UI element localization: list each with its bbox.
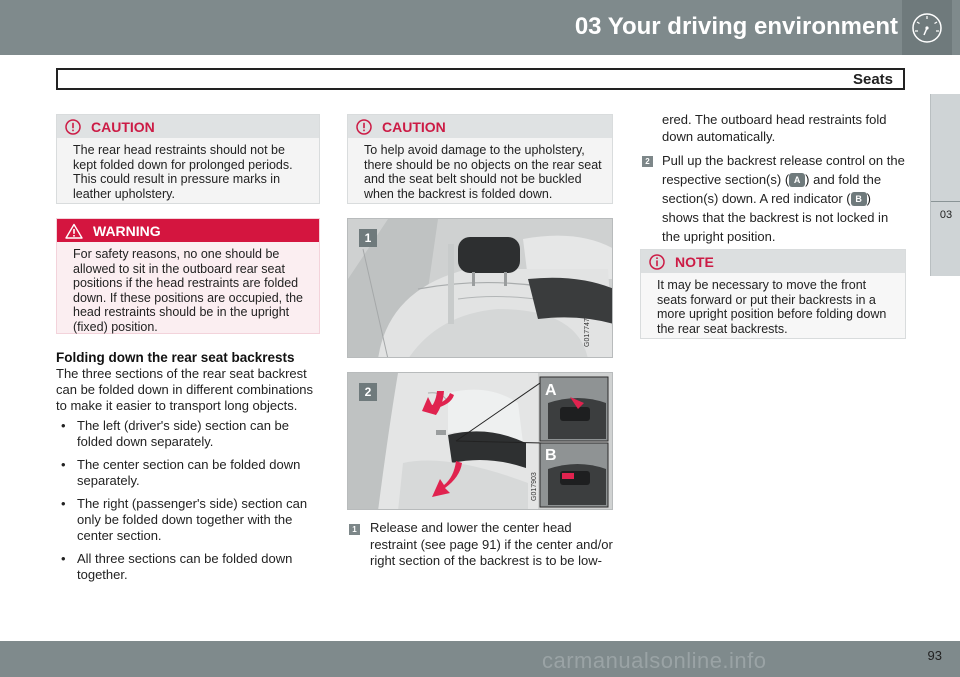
caution-header	[348, 115, 612, 138]
step-number-badge	[349, 524, 360, 535]
rear-seat-head-restraint-illustration	[348, 219, 613, 358]
warning-triangle-icon	[65, 223, 83, 239]
fold-options-list	[56, 418, 324, 590]
warning-header	[57, 219, 319, 242]
caution-icon	[356, 119, 372, 135]
list-item: • The left (driver's side) section can be folded down separately.	[56, 418, 324, 450]
info-icon	[649, 254, 665, 270]
warning-text: For safety reasons, no one should be allowed to sit in the outboard rear seat positions if the head restraints are folded down. If these positions are occupied, the head restraints should be in the upright (fixed) position.	[73, 247, 304, 334]
caution-label: CAUTION	[91, 118, 155, 135]
note-text: It may be necessary to move the front seats forward or put their backrests in a more upright position before folding down the rear seat backrests.	[657, 278, 887, 336]
callout-b-label: B	[545, 447, 557, 464]
callout-b-badge: B	[851, 192, 867, 206]
list-item: • All three sections can be folded down together.	[56, 551, 324, 583]
note-label: NOTE	[675, 253, 714, 270]
warning-label: WARNING	[93, 222, 161, 239]
caution-box-middle	[347, 114, 613, 204]
caution-label: CAUTION	[382, 118, 446, 135]
section-heading: Folding down the rear seat backrests	[56, 350, 295, 365]
figure-number: 1	[364, 231, 372, 245]
step-2-text-part-1: Pull up the backrest release control on the respective section(s) (	[662, 153, 905, 187]
figure-number: 2	[364, 385, 372, 399]
callout-a-badge: A	[789, 173, 805, 187]
gauge-icon	[902, 0, 952, 55]
section-bar	[56, 68, 905, 90]
chapter-side-tab[interactable]	[930, 94, 960, 276]
caution-header	[57, 115, 319, 138]
figure-code: G017747	[584, 318, 591, 347]
callout-a-label: A	[545, 382, 557, 399]
step-number-badge	[642, 156, 653, 167]
caution-text: The rear head restraints should not be kept folded down for prolonged periods. This could result in pressure marks in leather upholstery.	[73, 143, 293, 201]
step-2-text	[662, 151, 906, 246]
step-number: 1	[352, 525, 357, 534]
caution-icon	[65, 119, 81, 135]
step-1-continued-text: ered. The outboard head restraints fold down automatically.	[662, 112, 887, 144]
intro-paragraph: The three sections of the rear seat backrest can be folded down in different combinations to make it easier to transport long objects.	[56, 366, 314, 413]
caution-box-left	[56, 114, 320, 204]
step-number: 2	[645, 157, 650, 166]
list-item: • The right (passenger's side) section can only be folded down together with the center section.	[56, 496, 324, 544]
caution-text: To help avoid damage to the upholstery, there should be no objects on the rear seat and the seat belt should not be buckled when the backrest is folded down.	[364, 143, 602, 201]
figure-number-badge	[359, 229, 377, 247]
step-2-text-part-3: ) shows that the backrest is not locked in the upright position.	[662, 191, 889, 244]
backrest-release-illustration	[348, 373, 613, 510]
step-2-text-part-2: ) and fold the section(s) down. A red indicator (	[662, 172, 882, 206]
side-tab-label: 03	[939, 209, 953, 221]
chapter-title: 03 Your driving environment	[574, 13, 898, 40]
list-item: • The center section can be folded down separately.	[56, 457, 324, 489]
page-footer-bar	[0, 641, 960, 677]
section-title: Seats	[852, 71, 893, 88]
figure-number-badge	[359, 383, 377, 401]
warning-box	[56, 218, 320, 334]
step-1-text: Release and lower the center head restraint (see page 91) if the center and/or right section of the backrest is to be low-	[370, 520, 613, 568]
figure-1-seat-illustration	[347, 218, 613, 358]
note-box	[640, 249, 906, 339]
watermark: carmanualsonline.info	[542, 648, 767, 673]
page-number: 93	[927, 648, 942, 663]
figure-code: G017903	[531, 472, 538, 501]
figure-2-release-control-illustration	[347, 372, 613, 510]
side-tab-divider	[931, 201, 960, 202]
note-header	[641, 250, 905, 273]
